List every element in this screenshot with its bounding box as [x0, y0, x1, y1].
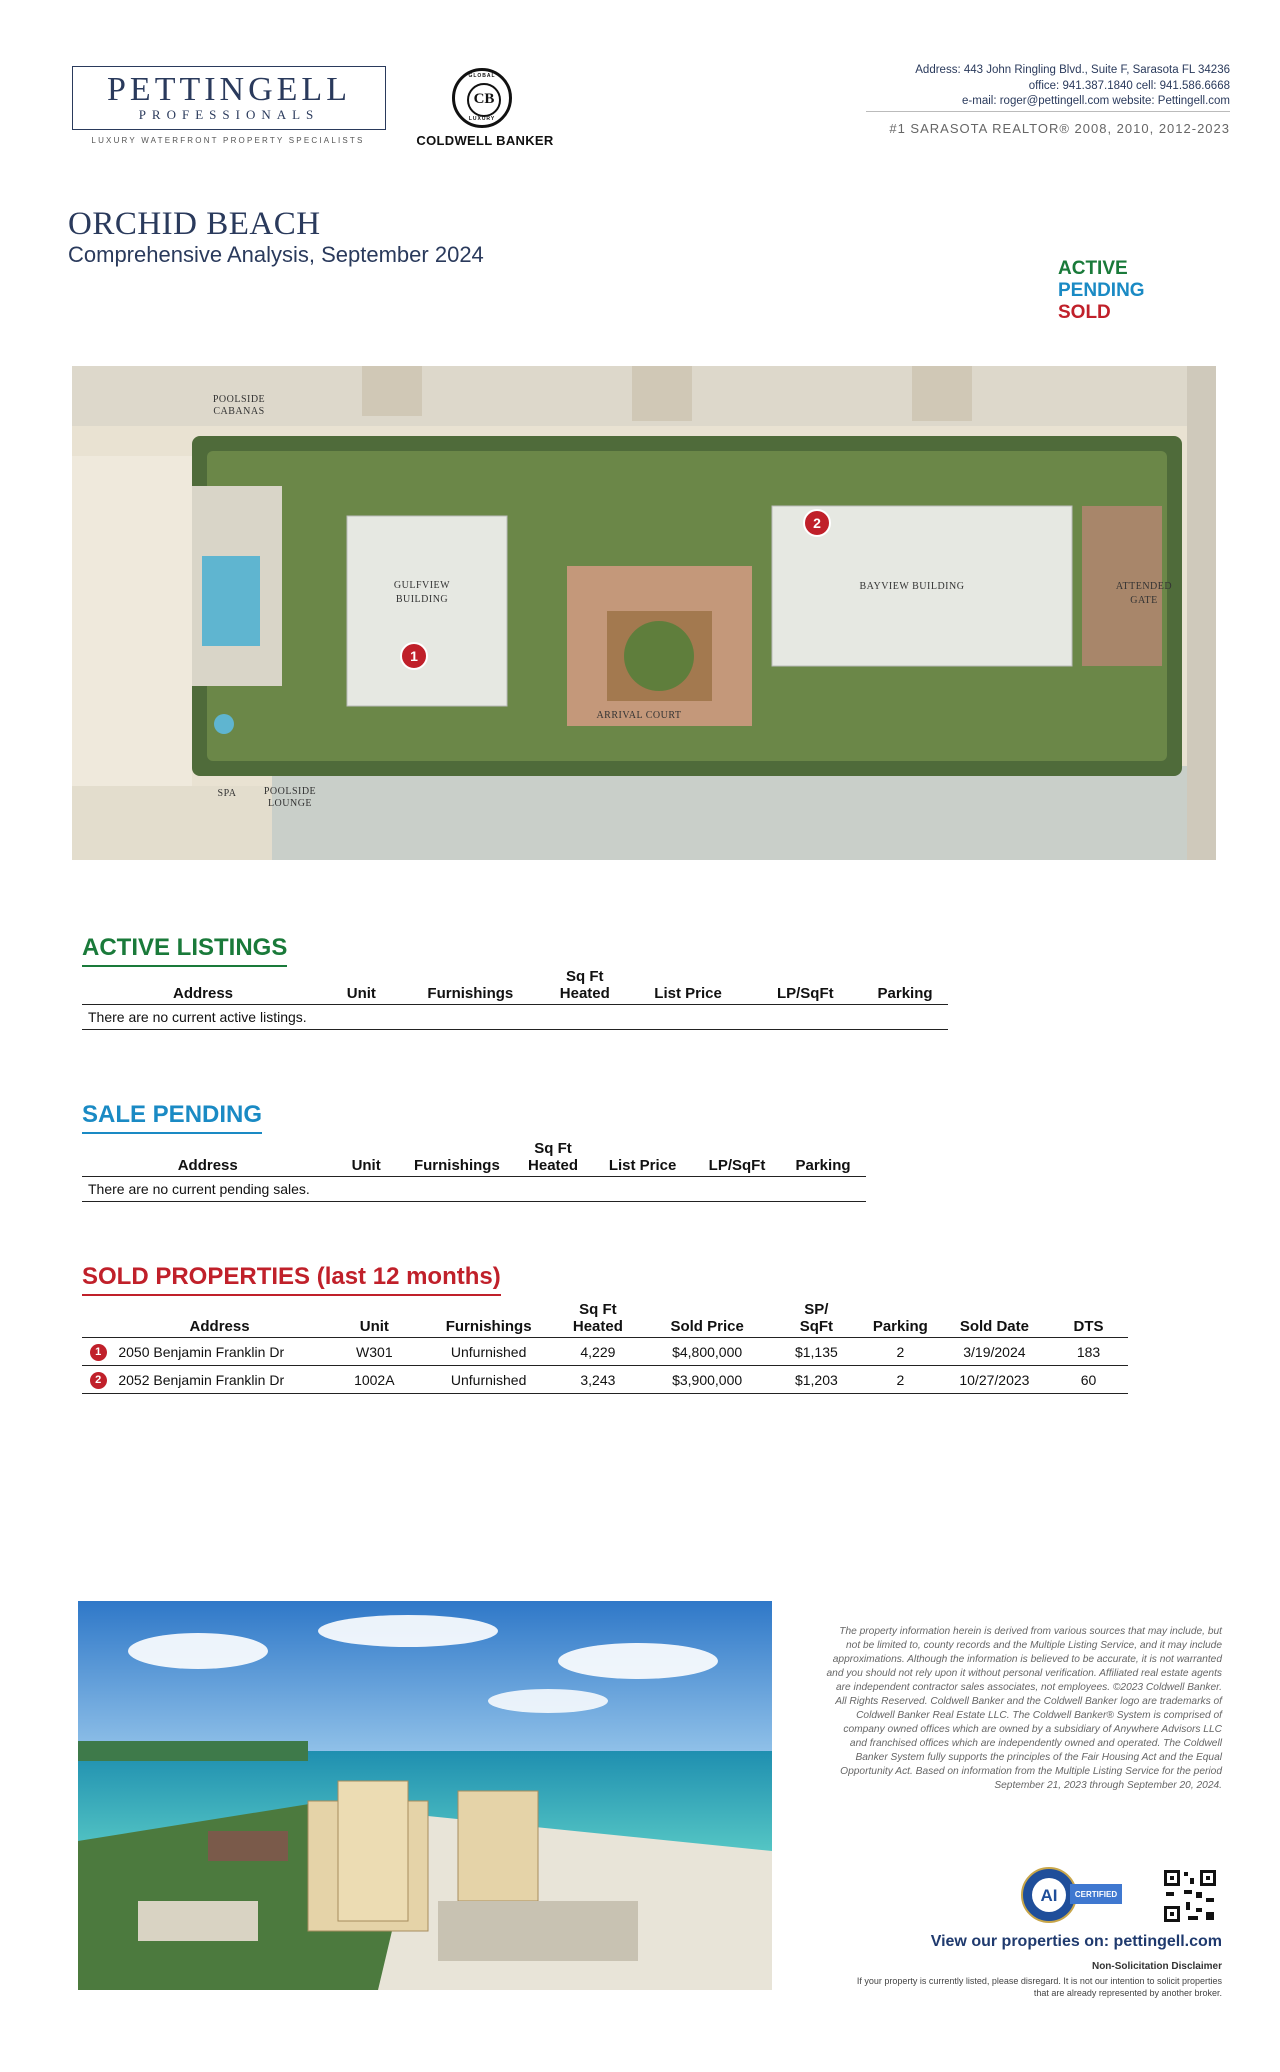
label-bayview: BAYVIEW BUILDING	[859, 581, 965, 592]
col-sqft	[515, 1140, 591, 1177]
cell-unit: 1002A	[325, 1366, 424, 1394]
cell-furnishings: Unfurnished	[424, 1338, 553, 1366]
contact-block	[915, 63, 1230, 110]
col-list-price: List Price	[628, 968, 749, 1005]
cell-sold-price: $4,800,000	[642, 1338, 771, 1366]
cb-mark: CB	[467, 83, 501, 117]
col-lp-sqft: LP/SqFt	[749, 968, 863, 1005]
cell-address: 2052 Benjamin Franklin Dr	[114, 1366, 324, 1394]
label-gulfview-2: BUILDING	[395, 594, 449, 605]
col-sqft-2: Heated	[528, 1157, 579, 1174]
col-sqft	[553, 1301, 642, 1338]
col-sqft-1: Sq Ft	[579, 1301, 617, 1318]
col-furnishings: Furnishings	[399, 1140, 515, 1177]
realtor-award: #1 SARASOTA REALTOR® 2008, 2010, 2012-2023	[889, 121, 1230, 136]
col-sold-price: Sold Price	[642, 1301, 771, 1338]
col-sqft-2: Heated	[572, 1318, 623, 1335]
cell-sp-sqft: $1,135	[772, 1338, 861, 1366]
empty-message: There are no current active listings.	[82, 1005, 948, 1030]
col-parking: Parking	[861, 1301, 940, 1338]
contact-phones: office: 941.387.1840 cell: 941.586.6668	[1028, 79, 1230, 92]
col-address: Address	[82, 1140, 333, 1177]
row-marker	[82, 1338, 114, 1366]
cell-address: 2050 Benjamin Franklin Dr	[114, 1338, 324, 1366]
marker-2-label: 2	[813, 515, 821, 531]
col-dts: DTS	[1049, 1301, 1128, 1338]
sale-pending-table	[82, 1140, 866, 1202]
legend-active: ACTIVE	[1058, 258, 1128, 279]
logo-name: PETTINGELL	[107, 71, 351, 108]
label-poolside-cabanas-1: POOLSIDE	[212, 394, 266, 405]
label-poolside-cabanas-2: CABANAS	[213, 406, 265, 417]
page-subtitle: Comprehensive Analysis, September 2024	[68, 242, 484, 267]
active-listings-heading: ACTIVE LISTINGS	[82, 934, 287, 967]
ai-certified-badge	[1020, 1866, 1124, 1924]
label-poolside-lounge-2: LOUNGE	[267, 798, 313, 809]
contact-divider	[866, 111, 1230, 112]
status-legend	[1058, 258, 1145, 324]
label-attended-gate-2: GATE	[1130, 595, 1158, 606]
col-lp-sqft: LP/SqFt	[694, 1140, 780, 1177]
row-number-badge: 1	[90, 1344, 107, 1361]
table-header-row	[82, 1301, 1128, 1338]
col-unit: Unit	[325, 1301, 424, 1338]
table-row	[82, 1338, 1128, 1366]
contact-address: Address: 443 John Ringling Blvd., Suite F, Sarasota FL 34236	[915, 64, 1230, 76]
col-furnishings: Furnishings	[424, 1301, 553, 1338]
col-unit: Unit	[333, 1140, 398, 1177]
logo-tagline: LUXURY WATERFRONT PROPERTY SPECIALISTS	[91, 136, 365, 145]
col-parking: Parking	[780, 1140, 866, 1177]
col-sqft	[542, 968, 627, 1005]
legend-pending: PENDING	[1058, 280, 1145, 301]
cb-ring-top: GLOBAL	[468, 73, 496, 79]
col-list-price: List Price	[591, 1140, 694, 1177]
table-header-row	[82, 1140, 866, 1177]
table-row	[82, 1005, 948, 1030]
logo-sub: PROFESSIONALS	[138, 107, 320, 122]
ai-badge-sub: CERTIFIED	[1074, 1890, 1118, 1899]
cell-sqft: 4,229	[553, 1338, 642, 1366]
label-attended-gate-1: ATTENDED	[1115, 581, 1173, 592]
col-num	[82, 1301, 114, 1338]
cb-name: COLDWELL BANKER	[416, 133, 554, 148]
col-sp-sqft-2: SqFt	[799, 1318, 834, 1335]
row-number-badge: 2	[90, 1372, 107, 1389]
cb-ring-bottom: LUXURY	[468, 116, 496, 122]
non-solicitation-title: Non-Solicitation Disclaimer	[1091, 1961, 1222, 1972]
coldwell-banker-logo	[452, 68, 512, 128]
non-solicitation-text: If your property is currently listed, please disregard. It is not our intention to solicit properties that are already represented by another broker.	[856, 1976, 1222, 1998]
view-properties-link[interactable]: View our properties on: pettingell.com	[930, 1933, 1222, 1950]
cell-furnishings: Unfurnished	[424, 1366, 553, 1394]
sold-properties-table	[82, 1301, 1128, 1394]
col-unit: Unit	[324, 968, 399, 1005]
label-poolside-lounge-1: POOLSIDE	[263, 786, 317, 797]
cell-unit: W301	[325, 1338, 424, 1366]
cell-sold-date: 10/27/2023	[940, 1366, 1049, 1394]
label-spa: SPA	[217, 788, 237, 799]
col-sp-sqft	[772, 1301, 861, 1338]
site-plan-map	[72, 366, 1216, 860]
ai-badge-text: AI	[1040, 1886, 1058, 1905]
legend-sold: SOLD	[1058, 302, 1111, 323]
table-row	[82, 1366, 1128, 1394]
active-listings-table	[82, 968, 948, 1030]
table-header-row	[82, 968, 948, 1005]
cell-parking: 2	[861, 1366, 940, 1394]
cell-sqft: 3,243	[553, 1366, 642, 1394]
row-marker	[82, 1366, 114, 1394]
cell-sold-date: 3/19/2024	[940, 1338, 1049, 1366]
cell-dts: 183	[1049, 1338, 1128, 1366]
col-sp-sqft-1: SP/	[804, 1301, 829, 1318]
table-row	[82, 1177, 866, 1202]
cell-sp-sqft: $1,203	[772, 1366, 861, 1394]
cell-sold-price: $3,900,000	[642, 1366, 771, 1394]
sold-properties-heading: SOLD PROPERTIES (last 12 months)	[82, 1263, 501, 1296]
col-sqft-1: Sq Ft	[534, 1140, 572, 1157]
col-furnishings: Furnishings	[399, 968, 542, 1005]
pettingell-logo	[72, 66, 386, 130]
col-address: Address	[82, 968, 324, 1005]
marker-1	[401, 643, 427, 669]
marker-2	[804, 510, 830, 536]
page-title: ORCHID BEACH	[68, 206, 321, 242]
legal-disclaimer: The property information herein is derived from various sources that may include, but not be limited to, county records and the Multiple Listing Service, and it may include approximations. Although the information is believed to be accurate, it is not warranted and you should not rely upon it without personal verification. Affiliated real estate agents are independent contractor sales associates, not employees. ©2023 Coldwell Banker. All Rights Reserved. Coldwell Banker and the Coldwell Banker logo are trademarks of Coldwell Banker Real Estate LLC. The Coldwell Banker® System is comprised of company owned offices which are owned by a subsidiary of Anywhere Advisors LLC and franchised offices which are independently owned and operated. The Coldwell Banker System fully supports the principles of the Fair Housing Act and the Equal Opportunity Act. Based on information from the Multiple Listing Service for the period September 21, 2023 through September 20, 2024.	[826, 1626, 1222, 1791]
cell-parking: 2	[861, 1338, 940, 1366]
sale-pending-heading: SALE PENDING	[82, 1101, 262, 1134]
aerial-photo	[78, 1601, 772, 1990]
marker-1-label: 1	[410, 648, 418, 664]
cell-dts: 60	[1049, 1366, 1128, 1394]
col-sold-date: Sold Date	[940, 1301, 1049, 1338]
label-arrival-court: ARRIVAL COURT	[596, 710, 682, 721]
col-parking: Parking	[862, 968, 948, 1005]
empty-message: There are no current pending sales.	[82, 1177, 866, 1202]
label-gulfview-1: GULFVIEW	[393, 580, 451, 591]
col-address: Address	[114, 1301, 324, 1338]
contact-email-web[interactable]: e-mail: roger@pettingell.com website: Pettingell.com	[962, 95, 1230, 107]
col-sqft-1: Sq Ft	[566, 968, 604, 985]
qr-code-icon[interactable]	[1162, 1868, 1218, 1924]
col-sqft-2: Heated	[559, 985, 610, 1002]
